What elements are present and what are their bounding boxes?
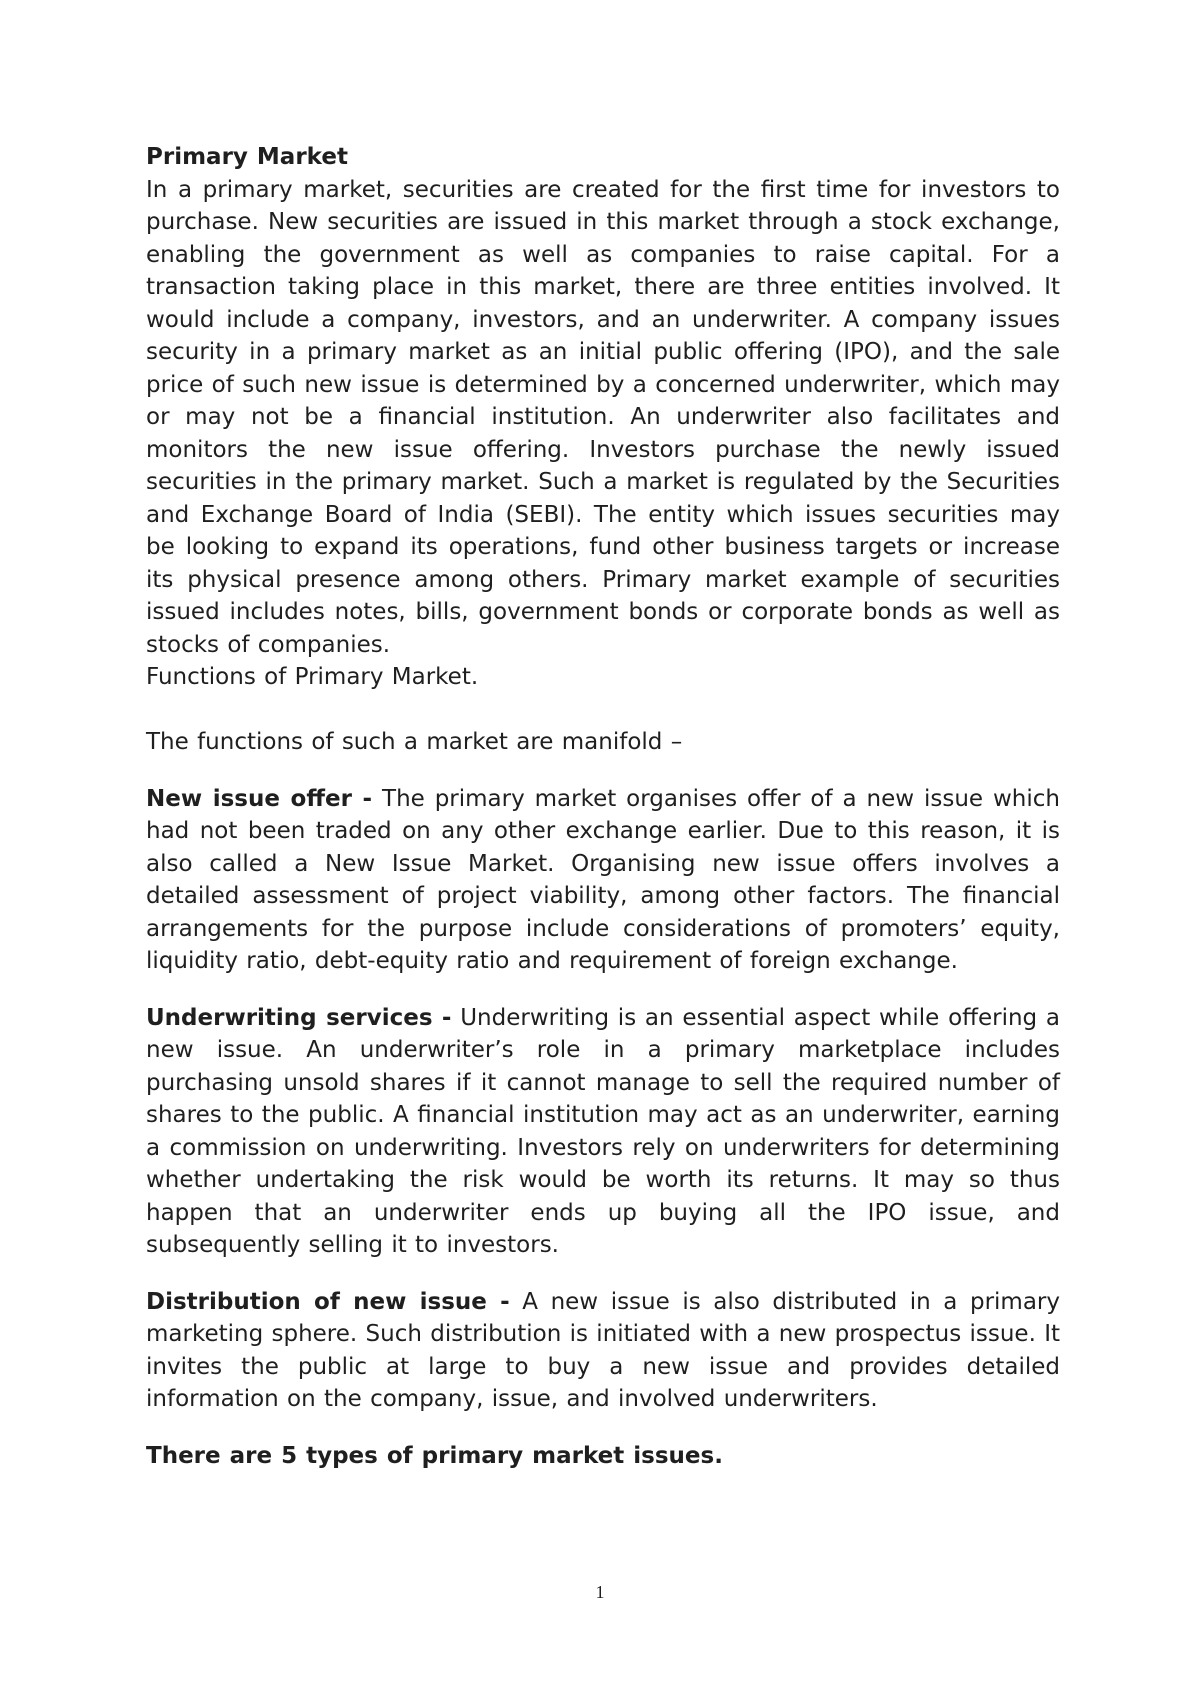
function-description: The primary market organises offer of a new issue which had not been traded on any other exchange earlier. Due to this reason, it is also called a New Issue Market. Organising new issue offers involves a detailed assessment of project viability, among other factors. The financial arrangements for the purpose include considerations of promoters’ equity, liquidity ratio, debt-equity ratio and requirement of foreign exchange.	[146, 785, 1060, 974]
intro-paragraph: In a primary market, securities are created for the first time for investors to purchase. New securities are issued in this market through a stock exchange, enabling the government as well as companies to raise capital. For a transaction taking place in this market, there are three entities involved. It would include a company, investors, and an underwriter. A company issues security in a primary market as an initial public offering (IPO), and the sale price of such new issue is determined by a concerned underwriter, which may or may not be a financial institution. An underwriter also facilitates and monitors the new issue offering. Investors purchase the newly issued securities in the primary market. Such a market is regulated by the Securities and Exchange Board of India (SEBI). The entity which issues securities may be looking to expand its operations, fund other business targets or increase its physical presence among others. Primary market example of securities issued includes notes, bills, government bonds or corporate bonds as well as stocks of companies.	[146, 176, 1060, 658]
page-number: 1	[595, 1582, 605, 1602]
function-item-underwriting-services	[146, 1002, 1060, 1262]
function-item-new-issue-offer	[146, 783, 1060, 978]
function-description: A new issue is also distributed in a primary marketing sphere. Such distribution is initiated with a new prospectus issue. It invites the public at large to buy a new issue and provides detailed information on the company, issue, and involved underwriters.	[146, 1288, 1061, 1412]
function-term: Underwriting services -	[146, 1004, 452, 1031]
function-term: Distribution of new issue -	[146, 1288, 510, 1315]
functions-lead: The functions of such a market are manifold –	[146, 729, 683, 755]
function-item-distribution-of-new-issue	[146, 1286, 1060, 1416]
functions-title: Functions of Primary Market.	[146, 664, 479, 690]
function-description: Underwriting is an essential aspect while offering a new issue. An underwriter’s role in a primary marketplace includes purchasing unsold shares if it cannot manage to sell the required number of shares to the public. A financial institution may act as an underwriter, earning a commission on underwriting. Investors rely on underwriters for determining whether undertaking the risk would be worth its returns. It may so thus happen that an underwriter ends up buying all the IPO issue, and subsequently selling it to investors.	[146, 1004, 1060, 1258]
document-page	[146, 141, 1060, 1472]
blank-line	[146, 694, 1060, 727]
function-term: New issue offer -	[146, 785, 373, 812]
document-heading: Primary Market	[146, 144, 348, 170]
closing-statement: There are 5 types of primary market issues.	[146, 1442, 723, 1469]
